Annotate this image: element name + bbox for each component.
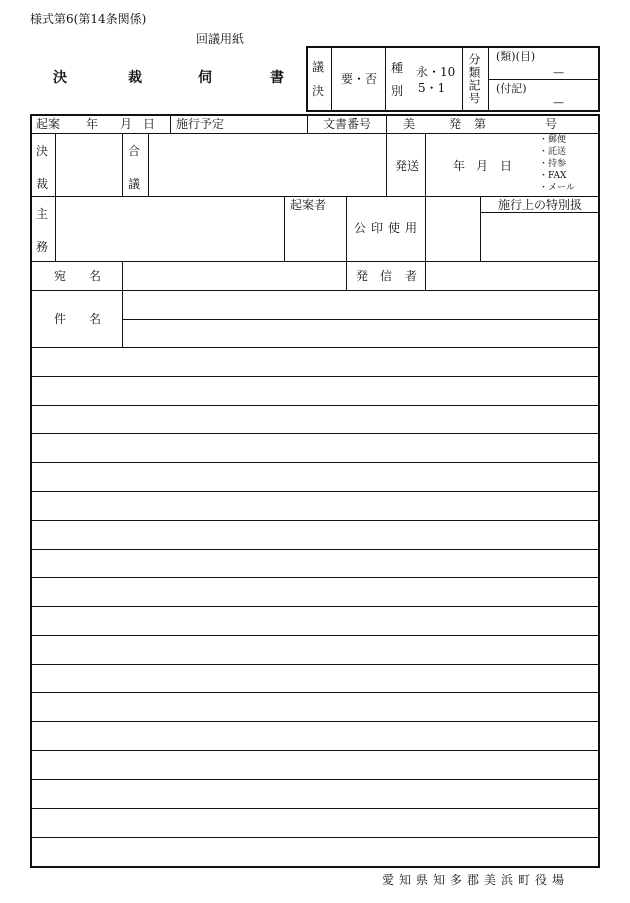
approval-required-label: 要・否	[341, 72, 378, 86]
aigi-char: 議	[128, 177, 141, 191]
type-char: 別	[391, 84, 404, 98]
method-hand: ・持参	[539, 159, 567, 169]
dispatch-month-label: 月	[476, 159, 489, 173]
year-label: 年	[86, 117, 99, 131]
retention-line2: 5・1	[418, 81, 446, 95]
aigi-char: 合	[128, 144, 141, 158]
sender-char: 者	[405, 269, 418, 283]
method-consign: ・託送	[539, 147, 567, 157]
dash: —	[553, 96, 564, 109]
special-handling-label: 施行上の特別扱	[498, 198, 583, 212]
shumu-char: 務	[36, 240, 49, 254]
method-mail: ・メール	[539, 183, 575, 193]
mi-label: 美	[403, 117, 416, 131]
title-char: 伺	[198, 70, 212, 86]
schedule-label: 施行予定	[176, 117, 225, 131]
method-fax: ・FAX	[539, 171, 567, 181]
giketsu-char: 決	[312, 84, 325, 98]
day-label: 日	[143, 117, 156, 131]
draft-label: 起案	[36, 117, 61, 131]
drafter-label: 起案者	[290, 198, 327, 212]
kessai-char: 裁	[36, 177, 49, 191]
giketsu-char: 議	[312, 60, 325, 74]
subject-char: 名	[89, 312, 102, 326]
title-char: 書	[270, 70, 284, 86]
method-post: ・郵便	[539, 135, 567, 145]
month-label: 月	[120, 117, 133, 131]
official-seal-label: 公印使用	[354, 221, 423, 235]
dai-label: 第	[474, 117, 487, 131]
retention-line1: 永・10	[416, 65, 456, 79]
subject-char: 件	[54, 312, 67, 326]
form-number: 様式第6(第14条関係)	[30, 12, 147, 26]
class-item-label: (類)(目)	[496, 50, 536, 63]
issuing-office: 愛知県知多郡美浜町役場	[382, 873, 570, 887]
dispatch-year-label: 年	[453, 159, 466, 173]
dispatch-label: 発送	[395, 159, 420, 173]
dash: —	[553, 66, 564, 79]
sender-char: 信	[380, 269, 393, 283]
document-number-label: 文書番号	[323, 117, 372, 131]
sender-char: 発	[356, 269, 369, 283]
type-char: 種	[391, 61, 404, 75]
title-char: 裁	[128, 70, 142, 86]
title-char: 決	[53, 70, 67, 86]
appendix-label: (付記)	[496, 82, 527, 95]
go-label: 号	[545, 117, 558, 131]
circulation-paper-label: 回議用紙	[196, 32, 245, 46]
kessai-char: 決	[36, 144, 49, 158]
classification-code-label: 分類記号	[467, 53, 481, 105]
addressee-char: 宛	[54, 269, 67, 283]
addressee-char: 名	[89, 269, 102, 283]
dispatch-day-label: 日	[500, 159, 513, 173]
hatsu-label: 発	[449, 117, 462, 131]
shumu-char: 主	[36, 207, 49, 221]
